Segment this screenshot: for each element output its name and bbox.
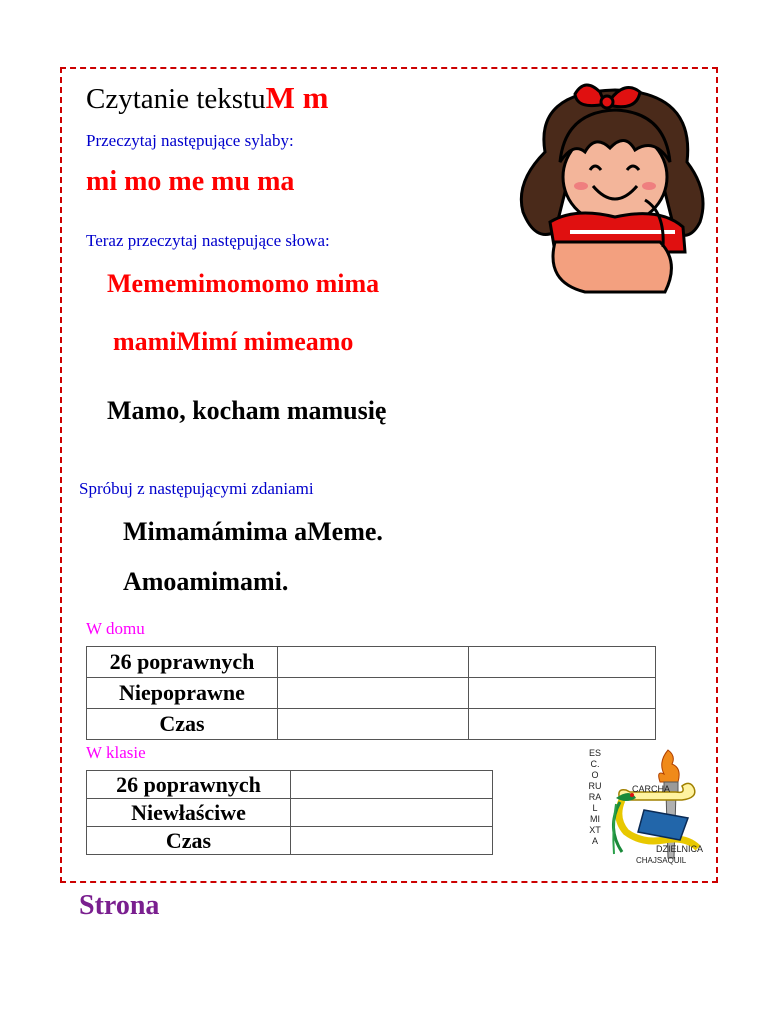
sentence-1: Mimamámima aMeme. — [123, 517, 383, 546]
instruction-sentences: Spróbuj z następującymi zdaniami — [79, 479, 314, 498]
home-row-label: Niepoprawne — [87, 678, 278, 709]
table-row — [87, 709, 656, 740]
words-line-1: Mememimomomo mima — [107, 269, 380, 298]
class-row-label: Niewłaściwe — [87, 799, 291, 827]
class-label: W klasie — [86, 743, 146, 762]
class-row-label: 26 poprawnych — [87, 771, 291, 799]
instruction-words: Teraz przeczytaj następujące słowa: — [86, 231, 330, 250]
table-row — [87, 771, 493, 799]
syllables-line: mi mo me mu ma — [86, 166, 295, 197]
table-row — [87, 799, 493, 827]
home-score-table — [86, 646, 656, 740]
school-logo-text-mid: DZIELNICA — [656, 844, 704, 854]
footer-page-label: Strona — [79, 890, 160, 921]
school-logo-vertical-text: ESC. O RURAL MIXTA — [588, 748, 602, 846]
page-title — [86, 80, 328, 116]
girl-illustration — [515, 82, 715, 302]
sentence-black: Mamo, kocham mamusię — [107, 396, 387, 425]
school-logo-text-bottom: CHAJSAQUIL — [636, 856, 687, 865]
home-row-label: Czas — [87, 709, 278, 740]
instruction-syllables: Przeczytaj następujące sylaby: — [86, 131, 294, 150]
table-row — [87, 827, 493, 855]
school-logo-text-top: CARCHA — [632, 784, 671, 794]
class-cell[interactable] — [291, 827, 493, 855]
table-row — [87, 678, 656, 709]
sentence-2: Amoamimami. — [123, 567, 289, 596]
home-cell[interactable] — [278, 709, 469, 740]
class-cell[interactable] — [291, 771, 493, 799]
home-cell[interactable] — [469, 647, 656, 678]
home-cell[interactable] — [469, 709, 656, 740]
title-letters: M m — [265, 80, 329, 115]
table-row — [87, 647, 656, 678]
title-text: Czytanie tekstu — [86, 83, 266, 115]
home-cell[interactable] — [278, 647, 469, 678]
home-label: W domu — [86, 619, 145, 638]
class-cell[interactable] — [291, 799, 493, 827]
class-row-label: Czas — [87, 827, 291, 855]
home-cell[interactable] — [278, 678, 469, 709]
school-logo — [586, 748, 714, 874]
words-line-2: mamiMimí mimeamo — [113, 327, 354, 356]
class-score-table — [86, 770, 493, 855]
home-row-label: 26 poprawnych — [87, 647, 278, 678]
home-cell[interactable] — [469, 678, 656, 709]
